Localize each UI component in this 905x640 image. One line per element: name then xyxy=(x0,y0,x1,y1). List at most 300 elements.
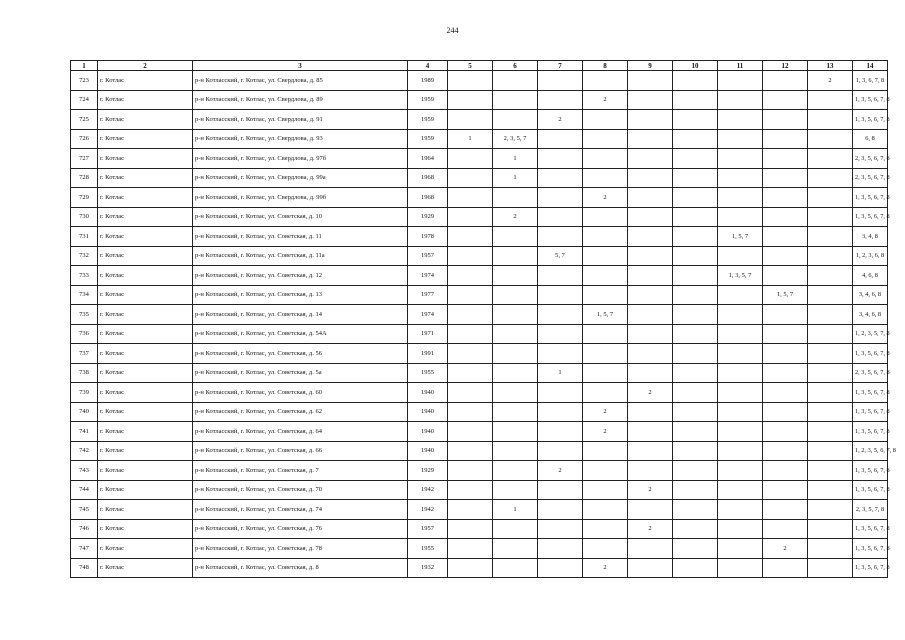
code-cell xyxy=(493,188,538,208)
code-cell xyxy=(448,266,493,286)
code-cell xyxy=(718,168,763,188)
code-cell xyxy=(718,188,763,208)
code-cell xyxy=(538,441,583,461)
code-cell xyxy=(673,129,718,149)
code-cell xyxy=(538,519,583,539)
code-cell xyxy=(538,402,583,422)
row-number-cell: 730 xyxy=(71,207,98,227)
code-cell xyxy=(448,558,493,578)
address-cell: р-н Котласский, г. Котлас, ул. Советская, д. 54А xyxy=(193,324,408,344)
address-cell: р-н Котласский, г. Котлас, ул. Свердлова, д. 97б xyxy=(193,149,408,169)
settlement-cell: г. Котлас xyxy=(98,324,193,344)
code-cell xyxy=(763,188,808,208)
code-cell: 1, 5, 7 xyxy=(718,227,763,247)
address-cell: р-н Котласский, г. Котлас, ул. Свердлова, д. 93 xyxy=(193,129,408,149)
code-cell xyxy=(583,363,628,383)
table-row xyxy=(71,402,888,422)
code-cell xyxy=(808,266,853,286)
settlement-cell: г. Котлас xyxy=(98,71,193,91)
code-cell xyxy=(808,363,853,383)
address-cell: р-н Котласский, г. Котлас, ул. Свердлова, д. 85 xyxy=(193,71,408,91)
code-cell xyxy=(628,129,673,149)
registry-table xyxy=(70,60,896,578)
code-cell xyxy=(673,519,718,539)
row-number-cell: 723 xyxy=(71,71,98,91)
code-cell: 1 xyxy=(493,500,538,520)
code-cell xyxy=(493,383,538,403)
table-row xyxy=(71,480,888,500)
code-cell xyxy=(763,558,808,578)
address-cell: р-н Котласский, г. Котлас, ул. Советская, д. 76 xyxy=(193,519,408,539)
code-cell xyxy=(493,227,538,247)
settlement-cell: г. Котлас xyxy=(98,558,193,578)
code-cell xyxy=(673,324,718,344)
table-row xyxy=(71,383,888,403)
year-cell: 1991 xyxy=(408,344,448,364)
table-row xyxy=(71,90,888,110)
code-cell xyxy=(538,500,583,520)
summary-codes-cell: 1, 2, 3, 5, 6, 7, 8 xyxy=(853,441,888,461)
code-cell xyxy=(538,324,583,344)
code-cell xyxy=(808,90,853,110)
code-cell xyxy=(583,110,628,130)
row-number-cell: 726 xyxy=(71,129,98,149)
address-cell: р-н Котласский, г. Котлас, ул. Советская, д. 64 xyxy=(193,422,408,442)
code-cell xyxy=(673,480,718,500)
code-cell xyxy=(673,285,718,305)
code-cell xyxy=(628,324,673,344)
row-number-cell: 736 xyxy=(71,324,98,344)
code-cell: 2 xyxy=(628,519,673,539)
code-cell xyxy=(763,149,808,169)
code-cell: 1, 5, 7 xyxy=(763,285,808,305)
code-cell xyxy=(628,71,673,91)
code-cell xyxy=(808,246,853,266)
code-cell xyxy=(448,383,493,403)
settlement-cell: г. Котлас xyxy=(98,383,193,403)
code-cell: 2 xyxy=(763,539,808,559)
summary-codes-cell: 2, 3, 5, 6, 7, 8 xyxy=(853,168,888,188)
year-cell: 1974 xyxy=(408,305,448,325)
code-cell xyxy=(718,129,763,149)
settlement-cell: г. Котлас xyxy=(98,422,193,442)
code-cell xyxy=(583,207,628,227)
table-row xyxy=(71,422,888,442)
summary-codes-cell: 1, 3, 5, 6, 7, 8 xyxy=(853,539,888,559)
column-header: 6 xyxy=(493,61,538,71)
code-cell xyxy=(628,266,673,286)
code-cell: 2, 3, 5, 7 xyxy=(493,129,538,149)
table-row xyxy=(71,227,888,247)
code-cell xyxy=(673,305,718,325)
code-cell xyxy=(628,363,673,383)
code-cell xyxy=(538,285,583,305)
row-number-cell: 748 xyxy=(71,558,98,578)
code-cell xyxy=(673,207,718,227)
code-cell xyxy=(448,539,493,559)
code-cell xyxy=(763,110,808,130)
code-cell xyxy=(538,266,583,286)
address-cell: р-н Котласский, г. Котлас, ул. Советская, д. 62 xyxy=(193,402,408,422)
address-cell: р-н Котласский, г. Котлас, ул. Советская, д. 10 xyxy=(193,207,408,227)
column-header: 1 xyxy=(71,61,98,71)
settlement-cell: г. Котлас xyxy=(98,500,193,520)
code-cell xyxy=(448,168,493,188)
row-number-cell: 746 xyxy=(71,519,98,539)
year-cell: 1959 xyxy=(408,90,448,110)
address-cell: р-н Котласский, г. Котлас, ул. Советская, д. 7 xyxy=(193,461,408,481)
code-cell xyxy=(808,149,853,169)
address-cell: р-н Котласский, г. Котлас, ул. Свердлова, д. 89 xyxy=(193,90,408,110)
code-cell xyxy=(493,480,538,500)
code-cell xyxy=(583,227,628,247)
code-cell xyxy=(763,324,808,344)
code-cell xyxy=(673,188,718,208)
code-cell xyxy=(718,500,763,520)
code-cell: 2 xyxy=(583,188,628,208)
code-cell xyxy=(673,422,718,442)
year-cell: 1978 xyxy=(408,227,448,247)
code-cell: 1 xyxy=(448,129,493,149)
code-cell xyxy=(673,461,718,481)
code-cell xyxy=(763,71,808,91)
summary-codes-cell: 3, 4, 6, 8 xyxy=(853,285,888,305)
year-cell: 1940 xyxy=(408,441,448,461)
code-cell xyxy=(763,168,808,188)
code-cell xyxy=(763,402,808,422)
code-cell xyxy=(628,558,673,578)
page-number: 244 xyxy=(446,26,459,35)
code-cell xyxy=(448,402,493,422)
column-header: 11 xyxy=(718,61,763,71)
code-cell xyxy=(673,363,718,383)
code-cell xyxy=(628,461,673,481)
code-cell xyxy=(673,344,718,364)
column-header: 5 xyxy=(448,61,493,71)
code-cell xyxy=(673,402,718,422)
code-cell xyxy=(583,441,628,461)
code-cell: 2 xyxy=(583,558,628,578)
code-cell xyxy=(538,558,583,578)
year-cell: 1957 xyxy=(408,246,448,266)
code-cell xyxy=(808,558,853,578)
code-cell xyxy=(718,422,763,442)
row-number-cell: 747 xyxy=(71,539,98,559)
row-number-cell: 741 xyxy=(71,422,98,442)
summary-codes-cell: 1, 3, 5, 6, 7, 8 xyxy=(853,383,888,403)
code-cell: 1, 5, 7 xyxy=(583,305,628,325)
code-cell: 2 xyxy=(583,90,628,110)
settlement-cell: г. Котлас xyxy=(98,402,193,422)
code-cell xyxy=(808,227,853,247)
code-cell xyxy=(808,461,853,481)
code-cell xyxy=(763,227,808,247)
code-cell xyxy=(808,383,853,403)
table-row xyxy=(71,324,888,344)
code-cell xyxy=(808,324,853,344)
code-cell xyxy=(448,363,493,383)
year-cell: 1942 xyxy=(408,480,448,500)
code-cell xyxy=(718,71,763,91)
year-cell: 1971 xyxy=(408,324,448,344)
row-number-cell: 725 xyxy=(71,110,98,130)
code-cell xyxy=(673,71,718,91)
year-cell: 1940 xyxy=(408,402,448,422)
code-cell xyxy=(538,188,583,208)
code-cell xyxy=(718,305,763,325)
summary-codes-cell: 1, 3, 5, 6, 7, 8 xyxy=(853,461,888,481)
code-cell xyxy=(718,324,763,344)
table-row xyxy=(71,71,888,91)
code-cell: 2 xyxy=(538,110,583,130)
code-cell xyxy=(808,188,853,208)
code-cell xyxy=(628,110,673,130)
code-cell xyxy=(628,285,673,305)
code-cell xyxy=(718,285,763,305)
summary-codes-cell: 2, 3, 5, 6, 7, 8 xyxy=(853,363,888,383)
code-cell xyxy=(808,441,853,461)
address-cell: р-н Котласский, г. Котлас, ул. Советская, д. 8 xyxy=(193,558,408,578)
column-header: 14 xyxy=(853,61,888,71)
summary-codes-cell: 1, 3, 5, 6, 7, 8 xyxy=(853,344,888,364)
code-cell xyxy=(808,402,853,422)
code-cell xyxy=(493,110,538,130)
address-cell: р-н Котласский, г. Котлас, ул. Советская, д. 70 xyxy=(193,480,408,500)
column-header: 4 xyxy=(408,61,448,71)
year-cell: 1974 xyxy=(408,266,448,286)
code-cell xyxy=(583,480,628,500)
year-cell: 1955 xyxy=(408,363,448,383)
code-cell xyxy=(538,383,583,403)
code-cell xyxy=(763,441,808,461)
settlement-cell: г. Котлас xyxy=(98,227,193,247)
code-cell xyxy=(538,71,583,91)
code-cell xyxy=(538,90,583,110)
code-cell xyxy=(583,246,628,266)
code-cell xyxy=(763,129,808,149)
code-cell xyxy=(718,110,763,130)
code-cell xyxy=(718,480,763,500)
column-header: 3 xyxy=(193,61,408,71)
year-cell: 1940 xyxy=(408,383,448,403)
code-cell: 1 xyxy=(493,149,538,169)
row-number-cell: 737 xyxy=(71,344,98,364)
code-cell xyxy=(628,246,673,266)
summary-codes-cell: 3, 4, 6, 8 xyxy=(853,305,888,325)
code-cell: 1 xyxy=(538,363,583,383)
table-body xyxy=(71,71,896,578)
table-row xyxy=(71,344,888,364)
summary-codes-cell: 1, 3, 5, 6, 7, 8 xyxy=(853,402,888,422)
code-cell xyxy=(583,285,628,305)
code-cell xyxy=(763,90,808,110)
year-cell: 1968 xyxy=(408,168,448,188)
code-cell xyxy=(673,500,718,520)
code-cell xyxy=(448,519,493,539)
summary-codes-cell: 1, 3, 5, 6, 7, 8 xyxy=(853,90,888,110)
address-cell: р-н Котласский, г. Котлас, ул. Свердлова, д. 99а xyxy=(193,168,408,188)
code-cell xyxy=(583,129,628,149)
header-row xyxy=(71,61,888,71)
code-cell xyxy=(448,422,493,442)
code-cell xyxy=(808,168,853,188)
code-cell xyxy=(493,344,538,364)
settlement-cell: г. Котлас xyxy=(98,363,193,383)
code-cell xyxy=(763,500,808,520)
code-cell xyxy=(448,90,493,110)
code-cell xyxy=(448,188,493,208)
code-cell xyxy=(538,422,583,442)
code-cell xyxy=(763,305,808,325)
code-cell xyxy=(808,305,853,325)
year-cell: 1942 xyxy=(408,500,448,520)
summary-codes-cell: 4, 6, 8 xyxy=(853,266,888,286)
code-cell xyxy=(718,558,763,578)
code-cell xyxy=(763,246,808,266)
address-cell: р-н Котласский, г. Котлас, ул. Советская, д. 12 xyxy=(193,266,408,286)
code-cell xyxy=(628,441,673,461)
code-cell xyxy=(808,129,853,149)
code-cell xyxy=(493,461,538,481)
year-cell: 1955 xyxy=(408,539,448,559)
table-row xyxy=(71,539,888,559)
row-number-cell: 724 xyxy=(71,90,98,110)
address-cell: р-н Котласский, г. Котлас, ул. Советская, д. 5а xyxy=(193,363,408,383)
code-cell xyxy=(628,422,673,442)
settlement-cell: г. Котлас xyxy=(98,149,193,169)
code-cell xyxy=(673,90,718,110)
address-cell: р-н Котласский, г. Котлас, ул. Советская, д. 13 xyxy=(193,285,408,305)
code-cell xyxy=(448,285,493,305)
code-cell xyxy=(448,110,493,130)
summary-codes-cell: 1, 3, 5, 6, 7, 8 xyxy=(853,480,888,500)
code-cell xyxy=(718,344,763,364)
code-cell xyxy=(448,441,493,461)
summary-codes-cell: 1, 3, 5, 6, 7, 8 xyxy=(853,110,888,130)
code-cell xyxy=(673,149,718,169)
code-cell xyxy=(628,344,673,364)
code-cell xyxy=(583,500,628,520)
code-cell xyxy=(448,324,493,344)
settlement-cell: г. Котлас xyxy=(98,480,193,500)
settlement-cell: г. Котлас xyxy=(98,207,193,227)
code-cell xyxy=(673,441,718,461)
year-cell: 1929 xyxy=(408,207,448,227)
code-cell xyxy=(583,539,628,559)
address-cell: р-н Котласский, г. Котлас, ул. Советская, д. 78 xyxy=(193,539,408,559)
row-number-cell: 728 xyxy=(71,168,98,188)
code-cell xyxy=(673,246,718,266)
code-cell xyxy=(718,149,763,169)
year-cell: 1968 xyxy=(408,188,448,208)
code-cell xyxy=(808,344,853,364)
summary-codes-cell: 2, 3, 5, 7, 8 xyxy=(853,500,888,520)
summary-codes-cell: 6, 8 xyxy=(853,129,888,149)
row-number-cell: 740 xyxy=(71,402,98,422)
table-row xyxy=(71,500,888,520)
code-cell xyxy=(718,441,763,461)
address-cell: р-н Котласский, г. Котлас, ул. Советская, д. 14 xyxy=(193,305,408,325)
code-cell xyxy=(808,539,853,559)
code-cell xyxy=(448,305,493,325)
address-cell: р-н Котласский, г. Котлас, ул. Советская, д. 11а xyxy=(193,246,408,266)
code-cell xyxy=(718,207,763,227)
code-cell xyxy=(628,188,673,208)
code-cell: 2 xyxy=(808,71,853,91)
code-cell xyxy=(628,305,673,325)
summary-codes-cell: 1, 3, 5, 6, 7, 8 xyxy=(853,422,888,442)
settlement-cell: г. Котлас xyxy=(98,519,193,539)
row-number-cell: 727 xyxy=(71,149,98,169)
code-cell xyxy=(718,246,763,266)
address-cell: р-н Котласский, г. Котлас, ул. Советская, д. 66 xyxy=(193,441,408,461)
settlement-cell: г. Котлас xyxy=(98,285,193,305)
code-cell xyxy=(538,227,583,247)
code-cell xyxy=(808,519,853,539)
summary-codes-cell: 1, 3, 5, 6, 7, 8 xyxy=(853,558,888,578)
code-cell xyxy=(763,207,808,227)
table-row xyxy=(71,129,888,149)
year-cell: 1940 xyxy=(408,422,448,442)
code-cell xyxy=(628,539,673,559)
code-cell xyxy=(673,383,718,403)
code-cell xyxy=(718,539,763,559)
table-row xyxy=(71,305,888,325)
settlement-cell: г. Котлас xyxy=(98,168,193,188)
row-number-cell: 738 xyxy=(71,363,98,383)
code-cell xyxy=(493,519,538,539)
row-number-cell: 733 xyxy=(71,266,98,286)
summary-codes-cell: 3, 4, 8 xyxy=(853,227,888,247)
summary-codes-cell: 1, 3, 6, 7, 8 xyxy=(853,71,888,91)
code-cell xyxy=(493,441,538,461)
summary-codes-cell: 1, 2, 3, 6, 8 xyxy=(853,246,888,266)
address-cell: р-н Котласский, г. Котлас, ул. Советская, д. 74 xyxy=(193,500,408,520)
row-number-cell: 742 xyxy=(71,441,98,461)
year-cell: 1932 xyxy=(408,558,448,578)
code-cell xyxy=(493,363,538,383)
code-cell xyxy=(448,149,493,169)
summary-codes-cell: 2, 3, 5, 6, 7, 8 xyxy=(853,149,888,169)
settlement-cell: г. Котлас xyxy=(98,90,193,110)
settlement-cell: г. Котлас xyxy=(98,110,193,130)
settlement-cell: г. Котлас xyxy=(98,246,193,266)
code-cell xyxy=(493,266,538,286)
row-number-cell: 743 xyxy=(71,461,98,481)
code-cell xyxy=(718,90,763,110)
table-row xyxy=(71,363,888,383)
code-cell xyxy=(673,168,718,188)
code-cell xyxy=(583,168,628,188)
code-cell xyxy=(583,324,628,344)
code-cell xyxy=(718,383,763,403)
code-cell xyxy=(538,129,583,149)
address-cell: р-н Котласский, г. Котлас, ул. Свердлова, д. 91 xyxy=(193,110,408,130)
code-cell xyxy=(673,266,718,286)
code-cell xyxy=(718,519,763,539)
table-row xyxy=(71,110,888,130)
code-cell xyxy=(493,71,538,91)
code-cell xyxy=(538,149,583,169)
code-cell xyxy=(673,558,718,578)
year-cell: 1959 xyxy=(408,129,448,149)
table-row xyxy=(71,188,888,208)
code-cell xyxy=(583,344,628,364)
code-cell: 2 xyxy=(583,422,628,442)
code-cell xyxy=(808,500,853,520)
table-row xyxy=(71,285,888,305)
code-cell xyxy=(763,344,808,364)
